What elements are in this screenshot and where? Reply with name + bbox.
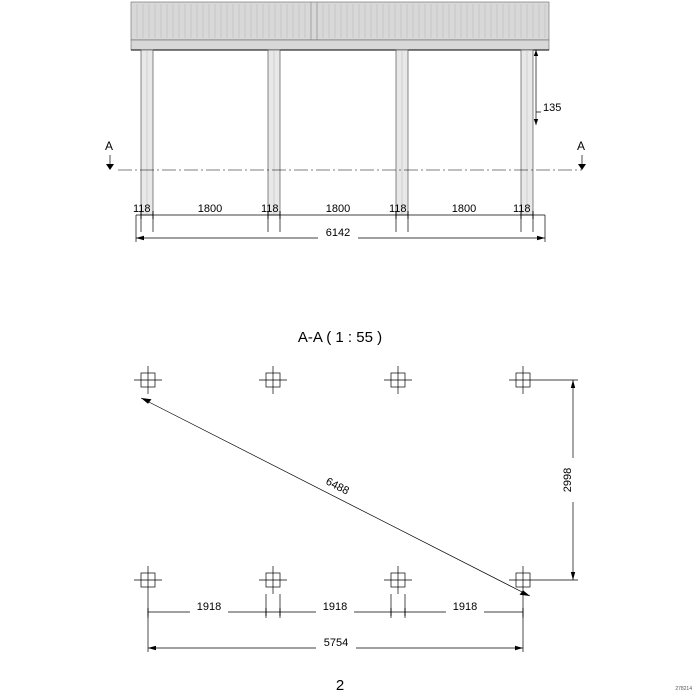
dim-plan-bay-2: 1918: [322, 601, 348, 613]
dim-roof-height-135: [534, 50, 567, 125]
section-arrow-left: [106, 164, 114, 170]
plan-post-bottom-1: [134, 566, 162, 594]
dim-2998-text: 2998: [562, 467, 574, 493]
dim-bay-5: 118: [389, 203, 407, 215]
elevation-view: [105, 2, 586, 242]
dim-plan-bay-1: 1918: [196, 601, 222, 613]
elevation-overall-dim: [136, 215, 545, 242]
dim-plan-bay-3: 1918: [452, 601, 478, 613]
dim-bay-3: 118: [261, 203, 279, 215]
plan-post-top-row: [134, 366, 537, 394]
section-view-title: A-A ( 1 : 55 ): [297, 329, 383, 346]
plan-post-top-1: [134, 366, 162, 394]
elevation-bay-dim-chain: [133, 203, 545, 219]
dim-total-width-6142: 6142: [325, 227, 351, 239]
post-group: [141, 50, 533, 215]
dim-diagonal-6488: [141, 398, 530, 596]
dim-bay-7: 118: [513, 203, 531, 215]
section-line-a-a: [105, 139, 586, 170]
plan-post-top-3: [384, 366, 412, 394]
plan-overall-dim: [148, 612, 523, 652]
corner-code: 278214: [675, 686, 692, 692]
plan-post-bottom-4: [509, 566, 537, 594]
dim-bay-2: 1800: [197, 203, 223, 215]
dim-bay-1: 118: [133, 203, 151, 215]
dim-vertical-2998: [537, 380, 578, 580]
dim-total-length-5754: 5754: [323, 637, 349, 649]
roof-header-beam: [131, 40, 549, 50]
plan-view-a-a: [134, 366, 578, 652]
roof-panel: [131, 2, 549, 40]
section-arrow-right: [578, 164, 586, 170]
dim-135-text: 135: [543, 102, 562, 114]
dim-bay-6: 1800: [451, 203, 477, 215]
section-label-a-left: A: [105, 139, 114, 153]
roof-assembly: [131, 2, 549, 50]
plan-bay-dim-chain: [148, 594, 523, 618]
plan-post-bottom-3: [384, 566, 412, 594]
plan-post-top-2: [259, 366, 287, 394]
section-label-a-right: A: [577, 139, 586, 153]
plan-post-bottom-row: [134, 566, 537, 594]
plan-post-top-4: [509, 366, 537, 394]
plan-post-bottom-2: [259, 566, 287, 594]
page-number: 2: [335, 677, 345, 694]
dim-diagonal-text: 6488: [323, 475, 351, 498]
dim-bay-4: 1800: [325, 203, 351, 215]
